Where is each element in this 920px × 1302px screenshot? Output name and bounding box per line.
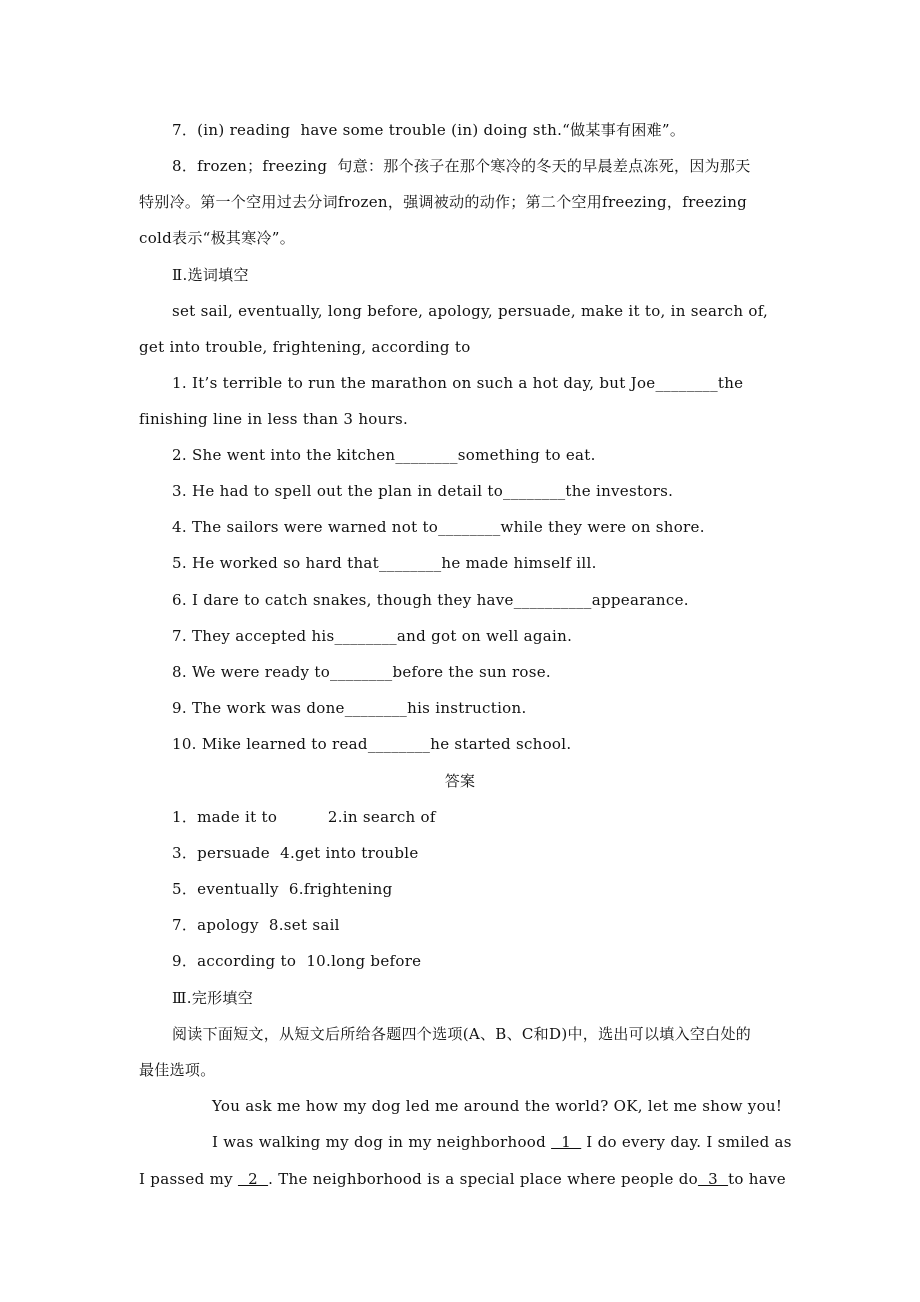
- answers-1-2: 1．made it to 2.in search of: [172, 808, 436, 826]
- cloze-blank-3: 3: [697, 1170, 729, 1188]
- question-4: 4. The sailors were warned not to________while they were on shore.: [172, 518, 705, 536]
- passage-line1: You ask me how my dog led me around the world? OK, let me show you!: [212, 1097, 783, 1115]
- passage-text: I passed my: [139, 1170, 238, 1188]
- passage-text: I do every day. I smiled as: [581, 1133, 792, 1151]
- question-5: 5. He worked so hard that________he made himself ill.: [172, 554, 597, 572]
- section-2-heading: Ⅱ.选词填空: [172, 266, 249, 284]
- answer-heading: 答案: [444, 772, 476, 790]
- instructions-line1: 阅读下面短文，从短文后所给各题四个选项(A、B、C和D)中，选出可以填入空白处的: [172, 1025, 752, 1043]
- section-3-heading: Ⅲ.完形填空: [172, 989, 254, 1007]
- passage-text: to have: [728, 1170, 786, 1188]
- instructions-line2: 最佳选项。: [139, 1061, 216, 1079]
- answers-9-10: 9．according to 10.long before: [172, 952, 422, 970]
- question-7: 7. They accepted his________and got on well again.: [172, 627, 573, 645]
- answer-item-8-line3: cold表示“极其寒冷”。: [139, 229, 296, 247]
- passage-line3: [139, 1169, 786, 1189]
- answers-7-8: 7．apology 8.set sail: [172, 916, 340, 934]
- cloze-blank-2: 2: [237, 1170, 269, 1188]
- question-2: 2. She went into the kitchen________something to eat.: [172, 446, 596, 464]
- cloze-blank-1: 1: [551, 1133, 582, 1151]
- answer-item-7: 7．(in) reading have some trouble (in) doing sth.“做某事有困难”。: [172, 121, 686, 139]
- word-bank-line2: get into trouble, frightening, according to: [139, 338, 471, 356]
- question-10: 10. Mike learned to read________he started school.: [172, 735, 572, 753]
- passage-text: I was walking my dog in my neighborhood: [212, 1133, 552, 1151]
- question-3: 3. He had to spell out the plan in detail to________the investors.: [172, 482, 674, 500]
- answers-3-4: 3．persuade 4.get into trouble: [172, 844, 419, 862]
- answers-5-6: 5．eventually 6.frightening: [172, 880, 393, 898]
- question-9: 9. The work was done________his instruction.: [172, 699, 527, 717]
- question-8: 8. We were ready to________before the sun rose.: [172, 663, 551, 681]
- question-1-line2: finishing line in less than 3 hours.: [139, 410, 409, 428]
- question-6: 6. I dare to catch snakes, though they have__________appearance.: [172, 591, 689, 609]
- question-1-line1: 1. It’s terrible to run the marathon on such a hot day, but Joe________the: [172, 374, 744, 392]
- passage-text: . The neighborhood is a special place where people do: [268, 1170, 698, 1188]
- answer-item-8-line1: 8．frozen；freezing 句意：那个孩子在那个寒冷的冬天的早晨差点冻死，因为那天: [172, 157, 751, 175]
- answer-item-8-line2: 特别冷。第一个空用过去分词frozen，强调被动的动作；第二个空用freezing，freezing: [139, 193, 748, 211]
- passage-line2: [212, 1132, 792, 1152]
- word-bank-line1: set sail, eventually, long before, apology, persuade, make it to, in search of,: [172, 302, 769, 320]
